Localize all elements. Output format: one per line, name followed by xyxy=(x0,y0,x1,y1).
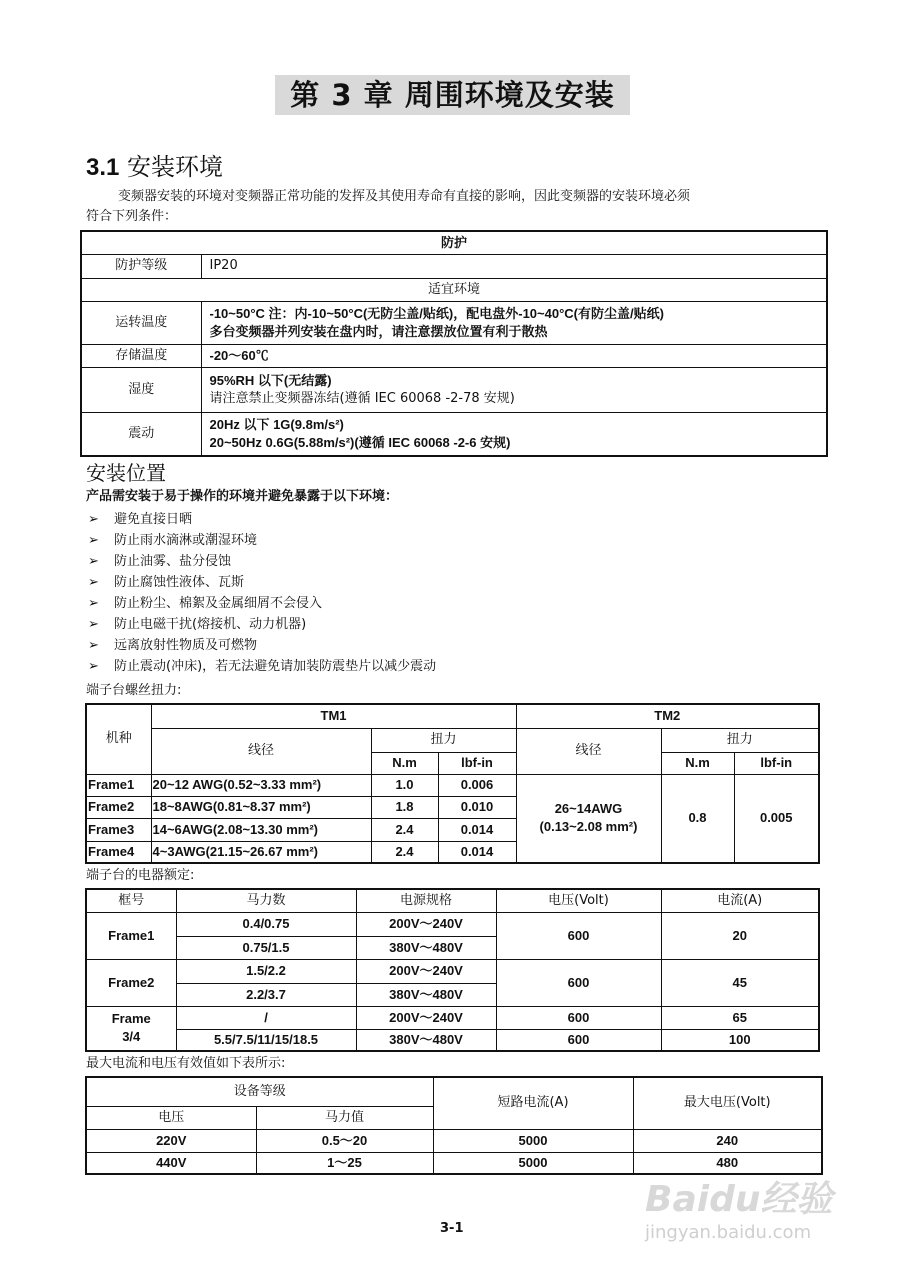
environment-table xyxy=(80,230,828,457)
environment-header: 适宜环境 xyxy=(81,278,827,301)
list-item: ➢ 防止粉尘、棉絮及金属细屑不会侵入 xyxy=(88,593,322,614)
list-item: ➢ 避免直接日晒 xyxy=(88,509,192,530)
op-temp-value: -10~50°C 注：内-10~50°C(无防尘盖/贴纸)，配电盘外-10~40°C(有防尘盖/贴纸) 多台变频器并列安装在盘内时，请注意摆放位置有利于散热 xyxy=(201,301,827,344)
arrow-bullet-icon: ➢ xyxy=(88,638,99,653)
list-item: ➢ 防止雨水滴淋或潮湿环境 xyxy=(88,530,257,551)
table-row: Frame4 4~3AWG(21.15~26.67 mm²) 2.4 0.014 xyxy=(86,841,819,863)
protection-header: 防护 xyxy=(81,231,827,254)
table-row: Frame1 20~12 AWG(0.52~3.33 mm²) 1.0 0.006 26~14AWG (0.13~2.08 mm²) 0.8 0.005 xyxy=(86,774,819,796)
chapter-title: 第 3 章 周围环境及安装 xyxy=(275,75,630,115)
arrow-bullet-icon: ➢ xyxy=(88,575,99,590)
op-temp-label: 运转温度 xyxy=(81,301,201,344)
page-number: 3-1 xyxy=(440,1221,464,1236)
table-row: Frame3 14~6AWG(2.08~13.30 mm²) 2.4 0.014 xyxy=(86,818,819,841)
list-item: ➢ 防止电磁干扰(熔接机、动力机器) xyxy=(88,614,306,635)
location-lead: 产品需安装于易于操作的环境并避免暴露于以下环境： xyxy=(86,489,399,504)
arrow-bullet-icon: ➢ xyxy=(88,533,99,548)
torque-table: 机种 TM1 TM2 线径 扭力 线径 扭力 N.m lbf-in N.m lbf-in Frame1 20~12 AWG(0.52~3.33 mm²) 1.0 0.006 26~14AWG (0.13~2.08 mm²) 0.8 0.005 Frame2 18~8AWG(0.81~8.37 mm²) 1.8 0.010 Frame3 14~6AWG(2.08~13.30 mm²) 2.4 0.014 Frame4 4~3AWG(21.15~26.67 mm²) 2.4 0.014 xyxy=(85,703,820,864)
protection-value: IP20 xyxy=(201,254,827,278)
baidu-watermark: Baidu经验 xyxy=(645,1179,833,1220)
arrow-bullet-icon: ➢ xyxy=(88,512,99,527)
table-row: 440V 1～25 5000 480 xyxy=(86,1152,822,1174)
arrow-bullet-icon: ➢ xyxy=(88,617,99,632)
list-item: ➢ 远离放射性物质及可燃物 xyxy=(88,635,257,656)
intro-text-2: 符合下列条件： xyxy=(86,209,178,224)
rating-caption: 端子台的电器额定: xyxy=(86,868,195,883)
table-row: Frame2 18~8AWG(0.81~8.37 mm²) 1.8 0.010 xyxy=(86,796,819,818)
table-row: 220V 0.5～20 5000 240 xyxy=(86,1129,822,1152)
torque-caption: 端子台螺丝扭力: xyxy=(86,683,182,698)
arrow-bullet-icon: ➢ xyxy=(88,554,99,569)
arrow-bullet-icon: ➢ xyxy=(88,596,99,611)
vibration-value: 20Hz 以下 1G(9.8m/s²) 20~50Hz 0.6G(5.88m/s²)(遵循 IEC 60068 -2-6 安规) xyxy=(201,412,827,456)
intro-text: 变频器安装的环境对变频器正常功能的发挥及其使用寿命有直接的影响，因此变频器的安装环境必须 xyxy=(118,189,691,204)
list-item: ➢ 防止腐蚀性液体、瓦斯 xyxy=(88,572,244,593)
arrow-bullet-icon: ➢ xyxy=(88,659,99,674)
protection-label: 防护等级 xyxy=(81,254,201,278)
list-item: ➢ 防止油雾、盐分侵蚀 xyxy=(88,551,231,572)
max-caption: 最大电流和电压有效值如下表所示: xyxy=(86,1056,286,1071)
watermark-url: jingyan.baidu.com xyxy=(645,1222,812,1243)
storage-temp-label: 存储温度 xyxy=(81,344,201,367)
list-item: ➢ 防止震动(冲床)，若无法避免请加装防震垫片以减少震动 xyxy=(88,656,436,677)
max-rating-table: 设备等级 短路电流(A) 最大电压(Volt) 电压 马力值 220V 0.5～20 5000 240 440V 1～25 5000 480 xyxy=(85,1076,823,1175)
location-heading: 安装位置 xyxy=(86,461,166,485)
rating-table: 框号 马力数 电源规格 电压(Volt) 电流(A) Frame1 0.4/0.75 200V～240V 600 20 0.75/1.5 380V～480V Frame2 1.5/2.2 200V～240V 600 45 2.2/3.7 380V～480V Frame 3/4 / 200V～240V 600 65 5.5/7.5/11/15/18.5 380V～480V 600 100 xyxy=(85,888,820,1052)
storage-temp-value: -20～60℃ xyxy=(201,344,827,367)
humidity-label: 湿度 xyxy=(81,367,201,412)
humidity-value: 95%RH 以下(无结露) 请注意禁止变频器冻结(遵循 IEC 60068 -2-78 安规) xyxy=(201,367,827,412)
vibration-label: 震动 xyxy=(81,412,201,456)
section-heading: 3.1 安装环境 xyxy=(86,153,224,181)
